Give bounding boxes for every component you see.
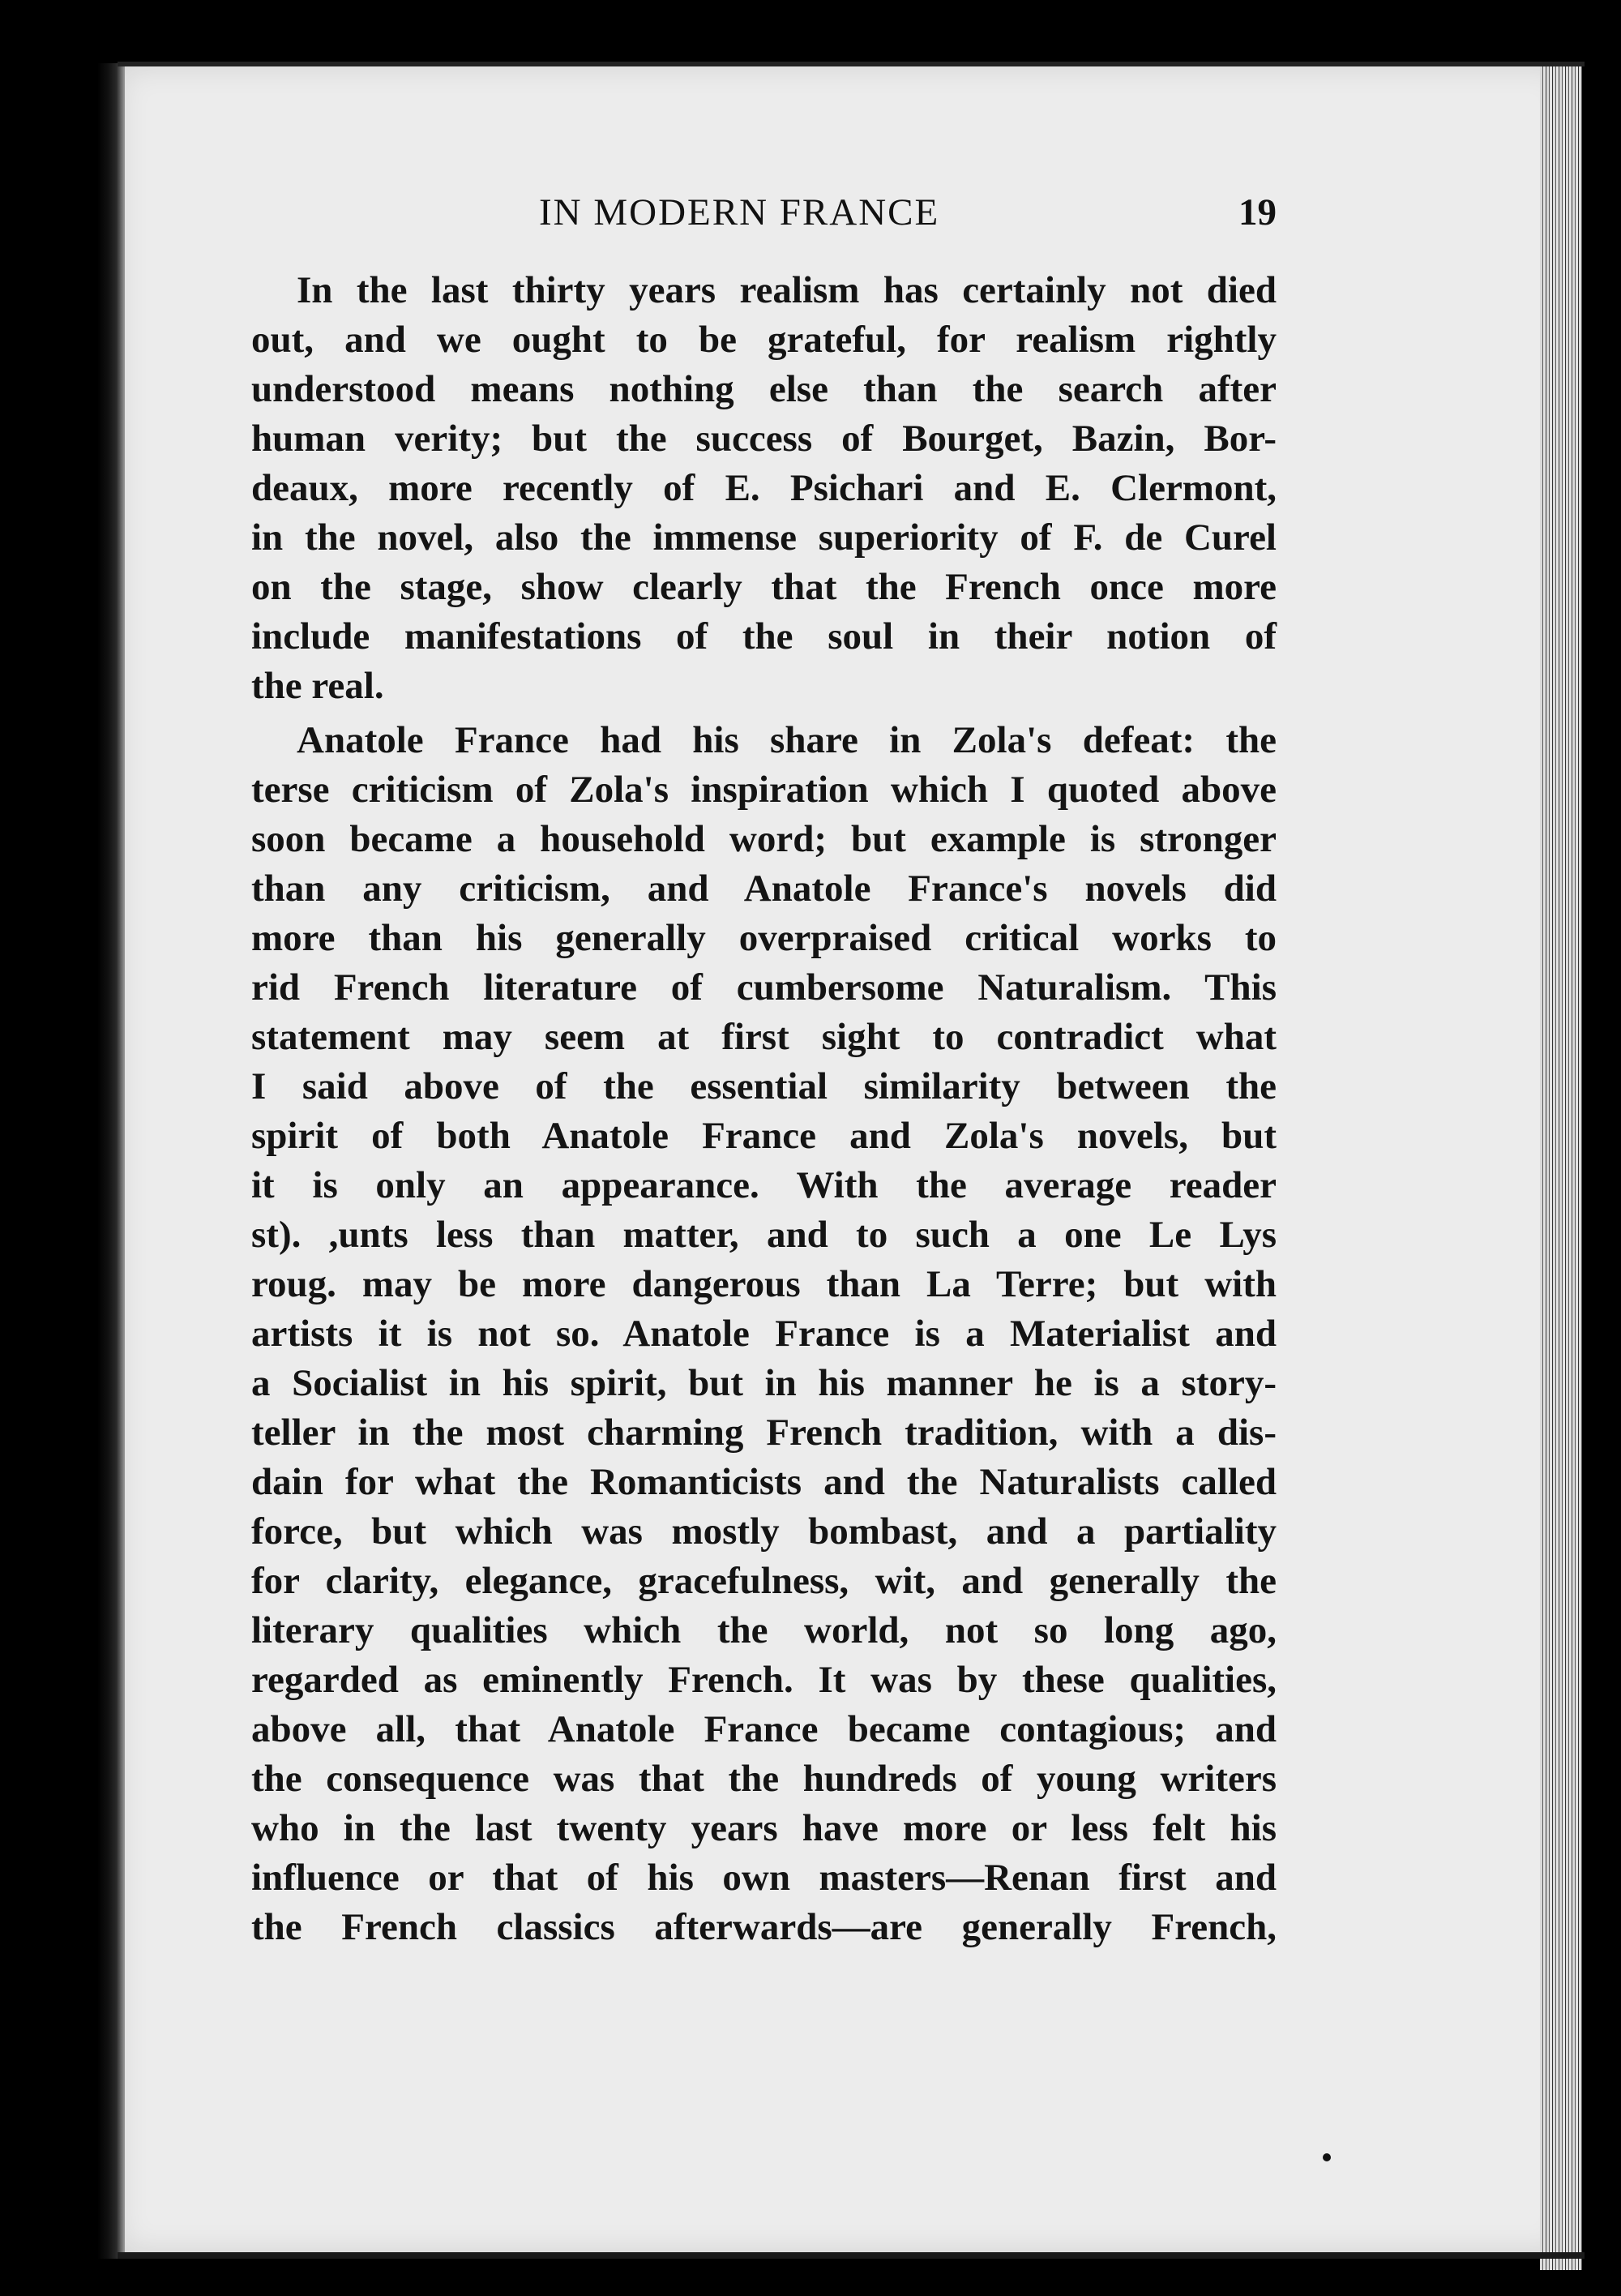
text-line: I said above of the essential similarity between the (251, 1065, 1277, 1107)
text-line: than any criticism, and Anatole France's novels did (251, 867, 1277, 910)
text-line: the consequence was that the hundreds of young writers (251, 1758, 1277, 1800)
text-line: more than his generally overpraised critical works to (251, 917, 1277, 959)
body-text (251, 266, 1277, 1952)
text-line: in the novel, also the immense superiority of F. de Curel (251, 516, 1277, 559)
text-line: teller in the most charming French tradition, with a dis- (251, 1411, 1277, 1454)
paragraph (251, 716, 1277, 1952)
text-line: who in the last twenty years have more or less felt his (251, 1807, 1277, 1849)
text-line: statement may seem at first sight to contradict what (251, 1016, 1277, 1058)
text-line: force, but which was mostly bombast, and a partiality (251, 1510, 1277, 1553)
page-bottom-edge (118, 2252, 1585, 2259)
text-line: on the stage, show clearly that the French once more (251, 566, 1277, 608)
text-line: the real. (251, 665, 384, 707)
text-line: understood means nothing else than the search after (251, 368, 1277, 410)
text-line: the French classics afterwards—are generally French, (251, 1906, 1277, 1948)
text-line: deaux, more recently of E. Psichari and E. Clermont, (251, 467, 1277, 509)
text-line: human verity; but the success of Bourget, Bazin, Bor- (251, 418, 1277, 460)
text-line: rid French literature of cumbersome Naturalism. This (251, 966, 1277, 1009)
text-line: soon became a household word; but example is stronger (251, 818, 1277, 860)
book-spine-shadow (97, 63, 125, 2259)
page-number: 19 (1238, 191, 1277, 233)
text-line: In the last thirty years realism has certainly not died (297, 269, 1277, 311)
page-edges (1540, 65, 1582, 2270)
text-line: literary qualities which the world, not so long ago, (251, 1609, 1277, 1651)
text-line: regarded as eminently French. It was by these qualities, (251, 1659, 1277, 1701)
ink-speck (1323, 2153, 1331, 2161)
text-line: for clarity, elegance, gracefulness, wit, and generally the (251, 1560, 1277, 1602)
text-line: dain for what the Romanticists and the Naturalists called (251, 1461, 1277, 1503)
text-line: terse criticism of Zola's inspiration which I quoted above (251, 769, 1277, 811)
text-line: include manifestations of the soul in their notion of (251, 615, 1277, 658)
running-title: IN MODERN FRANCE (539, 191, 940, 233)
scan-border (1582, 65, 1621, 2296)
page-top-edge (118, 62, 1585, 66)
text-line: above all, that Anatole France became contagious; and (251, 1708, 1277, 1750)
text-line: st). ,unts less than matter, and to such a one Le Lys (251, 1214, 1277, 1256)
paragraph (251, 266, 1277, 711)
text-line: a Socialist in his spirit, but in his manner he is a story- (251, 1362, 1277, 1404)
text-line: influence or that of his own masters—Renan first and (251, 1857, 1277, 1899)
text-line: roug. may be more dangerous than La Terre; but with (251, 1263, 1277, 1305)
text-line: it is only an appearance. With the average reader (251, 1164, 1277, 1206)
text-line: spirit of both Anatole France and Zola's novels, but (251, 1115, 1277, 1157)
page-header (251, 191, 1277, 247)
text-line: out, and we ought to be grateful, for realism rightly (251, 319, 1277, 361)
text-line: artists it is not so. Anatole France is a Materialist and (251, 1313, 1277, 1355)
text-line: Anatole France had his share in Zola's defeat: the (297, 719, 1277, 761)
